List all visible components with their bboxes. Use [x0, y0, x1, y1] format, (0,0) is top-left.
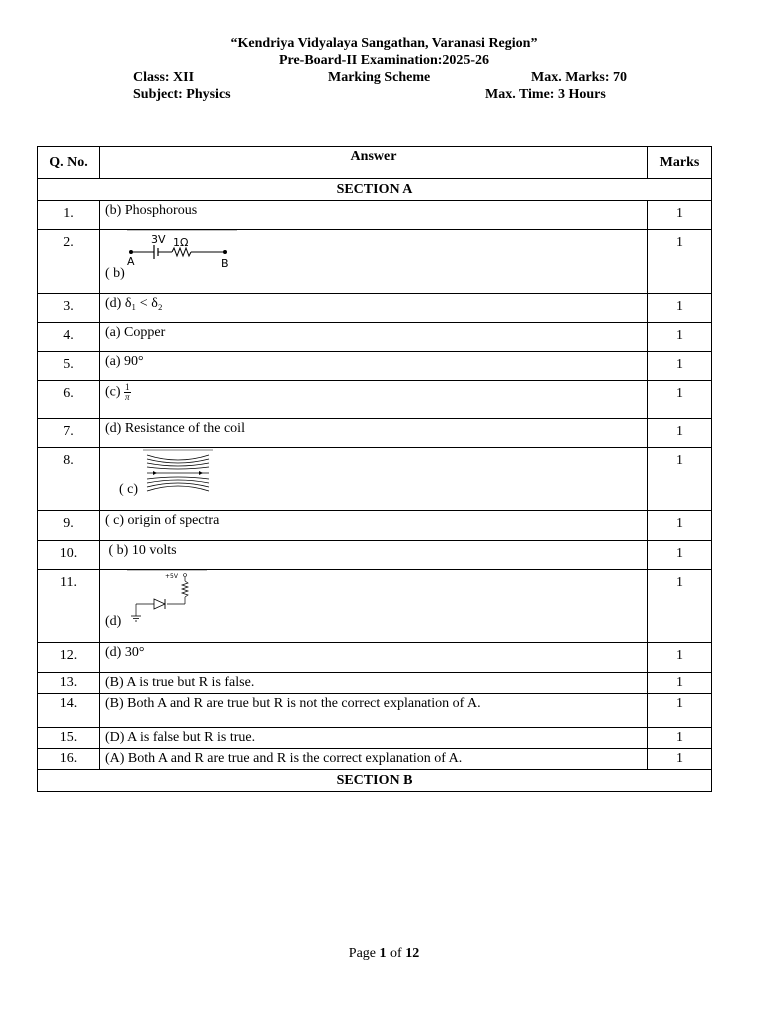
fraction: [124, 383, 131, 402]
supply-label: +5V: [165, 573, 178, 580]
point-b-label: B: [221, 257, 229, 270]
table-row: [38, 201, 712, 230]
answer-cell: (B) A is true but R is false.: [100, 673, 648, 694]
current-page: 1: [379, 946, 387, 961]
table-row: [38, 230, 712, 294]
table-header-row: [38, 147, 712, 179]
section-b-heading: SECTION B: [38, 770, 712, 792]
footer-prefix: Page: [348, 946, 380, 961]
question-number: 5.: [38, 352, 100, 381]
question-number: 12.: [38, 643, 100, 673]
table-row: [38, 511, 712, 541]
question-number: 14.: [38, 694, 100, 728]
answer-cell: (d) Resistance of the coil: [100, 419, 648, 448]
answer-cell: (D) A is false but R is true.: [100, 728, 648, 749]
question-number: 3.: [38, 294, 100, 323]
question-number: 15.: [38, 728, 100, 749]
table-row: [38, 694, 712, 728]
point-a-label: A: [127, 255, 135, 268]
marks-cell: 1: [648, 419, 712, 448]
answer-cell: [100, 230, 648, 294]
question-number: 8.: [38, 448, 100, 511]
resistance-label: 1Ω: [173, 236, 189, 249]
answer-cell: (b) Phosphorous: [100, 201, 648, 230]
max-time: Max. Time: 3 Hours: [485, 87, 606, 102]
table-row: [38, 323, 712, 352]
answer-cell: (A) Both A and R are true and R is the correct explanation of A.: [100, 749, 648, 770]
question-number: 6.: [38, 381, 100, 419]
question-number: 11.: [38, 570, 100, 643]
option-label: ( b): [105, 266, 125, 281]
marks-cell: 1: [648, 230, 712, 294]
section-a-heading: SECTION A: [38, 179, 712, 201]
marks-cell: 1: [648, 323, 712, 352]
marks-cell: 1: [648, 294, 712, 323]
question-number: 10.: [38, 541, 100, 570]
emf-label: 3V: [151, 233, 166, 246]
table-row: [38, 749, 712, 770]
answer-cell: (d) δ₁ < δ₂: [100, 294, 648, 323]
table-row: [38, 541, 712, 570]
section-row: [38, 179, 712, 201]
option-label: (d): [105, 614, 122, 629]
answer-cell: (d) 30°: [100, 643, 648, 673]
class-label: Class: XII: [133, 70, 195, 85]
answer-cell: ( b) 10 volts: [100, 541, 648, 570]
option-label: ( c): [119, 482, 139, 497]
answer-cell: [100, 381, 648, 419]
answer-cell: (B) Both A and R are true but R is not the correct explanation of A.: [100, 694, 648, 728]
table-row: [38, 448, 712, 511]
qno-header: Q. No.: [38, 147, 100, 179]
question-number: 16.: [38, 749, 100, 770]
question-number: 2.: [38, 230, 100, 294]
circuit-figure: [127, 230, 237, 272]
marks-header: Marks: [648, 147, 712, 179]
marks-cell: 1: [648, 352, 712, 381]
marks-cell: 1: [648, 643, 712, 673]
footer-middle: of: [386, 946, 406, 961]
table-row: [38, 352, 712, 381]
answer-cell: ( c) origin of spectra: [100, 511, 648, 541]
table-row: [38, 381, 712, 419]
answer-cell: [100, 448, 648, 511]
marks-cell: 1: [648, 541, 712, 570]
section-row: [38, 770, 712, 792]
marks-cell: 1: [648, 673, 712, 694]
max-marks: Max. Marks: 70: [531, 70, 628, 85]
field-lines-figure: [143, 449, 213, 497]
marks-cell: 1: [648, 511, 712, 541]
fraction-denominator: π: [125, 392, 130, 402]
answer-cell: (a) 90°: [100, 352, 648, 381]
answer-header: Answer: [100, 147, 648, 179]
marks-cell: 1: [648, 728, 712, 749]
total-pages: 12: [405, 946, 420, 961]
marking-scheme-table: [37, 146, 712, 792]
option-label: (c): [105, 384, 121, 400]
question-number: 4.: [38, 323, 100, 352]
marks-cell: 1: [648, 694, 712, 728]
exam-title: Pre-Board-II Examination:2025-26: [278, 53, 490, 68]
page-footer: [0, 946, 768, 962]
question-number: 13.: [38, 673, 100, 694]
fraction-numerator: 1: [125, 382, 130, 392]
title-region: “Kendriya Vidyalaya Sangathan, Varanasi Region”: [230, 36, 538, 51]
marks-cell: 1: [648, 570, 712, 643]
table-row: [38, 570, 712, 643]
answer-cell: [100, 570, 648, 643]
diode-circuit-figure: [127, 570, 207, 632]
question-number: 9.: [38, 511, 100, 541]
marks-cell: 1: [648, 749, 712, 770]
question-number: 1.: [38, 201, 100, 230]
table-row: [38, 294, 712, 323]
scheme-label: Marking Scheme: [328, 70, 431, 85]
table-row: [38, 728, 712, 749]
marks-cell: 1: [648, 381, 712, 419]
subject-label: Subject: Physics: [133, 87, 231, 102]
answer-cell: (a) Copper: [100, 323, 648, 352]
marks-cell: 1: [648, 448, 712, 511]
marks-cell: 1: [648, 201, 712, 230]
table-row: [38, 643, 712, 673]
table-row: [38, 419, 712, 448]
table-row: [38, 673, 712, 694]
question-number: 7.: [38, 419, 100, 448]
